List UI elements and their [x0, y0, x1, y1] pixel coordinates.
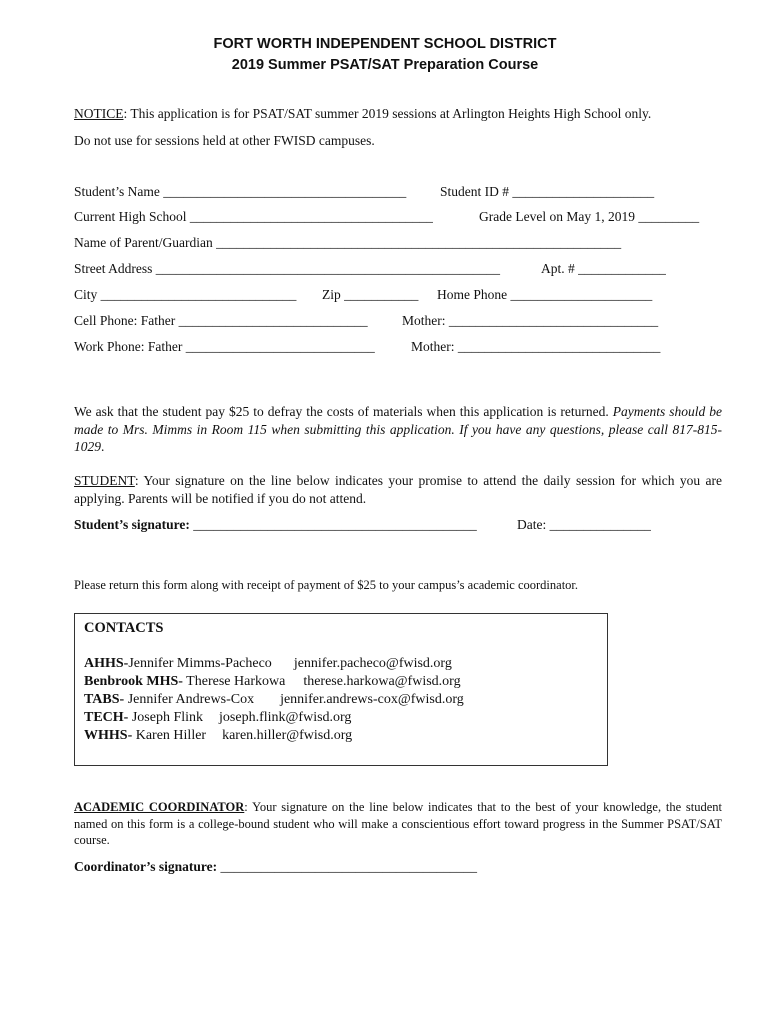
contact-email[interactable]: jennifer.andrews-cox@fwisd.org — [280, 692, 464, 707]
coordinator-paragraph — [74, 799, 722, 849]
student-paragraph — [74, 472, 722, 508]
coordinator-signature-label: Coordinator’s signature: — [74, 859, 218, 874]
contact-name: Jennifer Mimms-Pacheco — [128, 656, 272, 671]
student-signature-blank[interactable]: __________________________________________ — [189, 517, 477, 532]
grade-level-field[interactable]: Grade Level on May 1, 2019 _________ — [479, 209, 700, 224]
student-text: : Your signature on the line below indicates your promise to attend the daily session for which you are applying. Parents will be notified if you do not attend. — [74, 473, 722, 506]
coordinator-signature-line[interactable] — [74, 859, 477, 875]
contact-name: Karen Hiller — [132, 728, 207, 743]
coordinator-text: : Your signature on the line below indicates that to the best of your knowledge, the student named on this form is a college-bound student who will make a conscientious effort toward progress in the Summer PSAT/SAT course. — [74, 800, 723, 847]
course-title: 2019 Summer PSAT/SAT Preparation Course — [231, 57, 539, 73]
street-address-field[interactable]: Street Address ___________________________________________________ — [74, 261, 500, 276]
home-phone-field[interactable]: Home Phone _____________________ — [437, 287, 653, 302]
contact-email[interactable]: jennifer.pacheco@fwisd.org — [293, 656, 452, 671]
work-mother-field[interactable]: Mother: ______________________________ — [411, 339, 661, 354]
contact-campus: TECH- — [84, 710, 129, 725]
contact-campus: Benbrook MHS- — [84, 674, 183, 689]
contact-name: Joseph Flink — [128, 710, 204, 725]
contact-tech — [84, 710, 351, 726]
payment-paragraph — [74, 403, 722, 456]
student-signature-line[interactable] — [74, 517, 477, 533]
contact-tabs — [84, 692, 464, 708]
payment-end: . — [101, 439, 105, 454]
contact-name: Jennifer Andrews-Cox — [124, 692, 255, 707]
student-name-field[interactable]: Student’s Name ____________________________________ — [74, 184, 407, 199]
student-id-field[interactable]: Student ID # _____________________ — [440, 184, 655, 199]
current-high-school-field[interactable]: Current High School ____________________________________ — [74, 209, 433, 224]
district-title: FORT WORTH INDEPENDENT SCHOOL DISTRICT — [213, 36, 557, 52]
contact-benbrook — [84, 674, 461, 690]
coordinator-label: ACADEMIC COORDINATOR — [74, 800, 245, 814]
cell-father-field[interactable]: Cell Phone: Father ____________________________ — [74, 313, 368, 328]
city-field[interactable]: City _____________________________ — [74, 287, 297, 302]
notice-text: : This application is for PSAT/SAT summer 2019 sessions at Arlington Heights High School only. — [123, 106, 652, 121]
cell-mother-field[interactable]: Mother: _______________________________ — [402, 313, 659, 328]
work-father-field[interactable]: Work Phone: Father ____________________________ — [74, 339, 375, 354]
parent-guardian-field[interactable]: Name of Parent/Guardian ____________________________________________________________ — [74, 235, 622, 250]
payment-instructions: Payments should be made to Mrs. Mimms in Room 115 when submitting this application. If you have any questions, please call 817-815-1029 — [74, 404, 723, 454]
contact-email[interactable]: therese.harkowa@fwisd.org — [303, 674, 461, 689]
return-instructions: Please return this form along with receipt of payment of $25 to your campus’s academic coordinator. — [74, 578, 579, 592]
zip-field[interactable]: Zip ___________ — [322, 287, 419, 302]
student-signature-label: Student’s signature: — [74, 517, 190, 532]
contacts-heading: CONTACTS — [84, 620, 164, 636]
apt-field[interactable]: Apt. # _____________ — [541, 261, 666, 276]
notice-label: NOTICE — [74, 106, 124, 121]
contact-email[interactable]: karen.hiller@fwisd.org — [222, 728, 353, 743]
contact-campus: AHHS- — [84, 656, 129, 671]
contact-campus: WHHS- — [84, 728, 133, 743]
contact-email[interactable]: joseph.flink@fwisd.org — [219, 710, 352, 725]
contact-whhs — [84, 728, 352, 744]
coordinator-signature-blank[interactable]: ______________________________________ — [217, 859, 477, 874]
contact-name: Therese Harkowa — [182, 674, 286, 689]
contact-ahhs — [84, 656, 452, 672]
contact-campus: TABS- — [84, 692, 125, 707]
student-date-field[interactable]: Date: _______________ — [517, 517, 651, 532]
notice-line — [74, 106, 651, 122]
student-label: STUDENT — [74, 473, 135, 488]
payment-text: We ask that the student pay $25 to defray the costs of materials when this application is returned. — [74, 404, 613, 419]
notice-text-2: Do not use for sessions held at other FWISD campuses. — [74, 133, 375, 148]
